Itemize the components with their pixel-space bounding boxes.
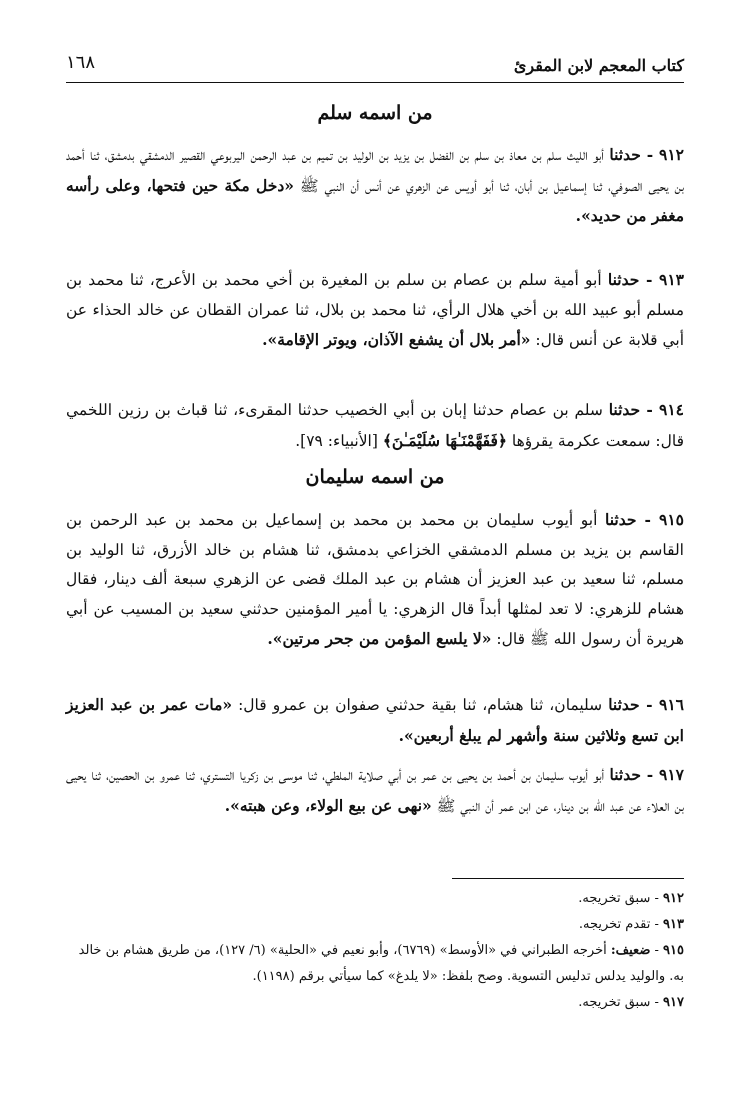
footnote: ٩١٥ - ضعيف: أخرجه الطبراني في «الأوسط» (٦٧٦٩)، وأبو نعيم في «الحلية» (٦/ ١٢٧)، من طريق هشام بن خالد به. والوليد يدلس تدليس التسوية. وصح بلفظ: «لا يلدغ» كما سيأتي برقم (١١٩٨). [78, 943, 684, 984]
hadith-entry: ٩١٧ - حدثنا أبو أيوب سليمان بن أحمد بن يحيى بن عمر بن أبي صلاية الملطي، ثنا موسى بن زكريا التستري، ثنا عمرو بن الحصين، ثنا يحيى بن العلاء عن عبد الله بن دينار، عن ابن عمر أن النبي ﷺ «نهى عن بيع الولاء، وعن هبته». [66, 765, 684, 815]
section-heading: من اسمه سليمان [305, 466, 445, 488]
hadith-entry: ٩١٤ - حدثنا سلم بن عصام حدثنا إبان بن أبي الخصيب حدثنا المقرىء، ثنا قباث بن رزين اللخمي قال: سمعت عكرمة يقرؤها ﴿فَفَهَّمْنَـٰهَا سُلَيْمَـٰنَ﴾ [الأنبياء: ٧٩]. [66, 400, 684, 450]
footnote-divider [452, 878, 684, 879]
entry-text: سليمان، ثنا هشام، ثنا بقية حدثني صفوان بن عمرو قال: [238, 696, 603, 714]
running-title: كتاب المعجم لابن المقرئ [513, 56, 684, 75]
footnote: ٩١٧ - سبق تخريجه. [578, 995, 684, 1010]
entry-tag: حدثنا [607, 270, 640, 289]
footnote-number: ٩١٧ [663, 995, 684, 1010]
entry-number: ٩١٤ [659, 400, 684, 419]
hadith-entry: ٩١٥ - حدثنا أبو أيوب سليمان بن محمد بن محمد بن إسماعيل بن محمد بن عبد الرحمن بن القاسم بن يزيد بن مسلم الدمشقي الخزاعي بدمشق، ثنا هشام بن خالد الأزرق، ثنا الوليد بن مسلم، ثنا سعيد بن عبد العزيز أن هشام بن عبد الملك قضى عن الزهري سبعة ألف دينار، فقال هشام للزهري: لا تعد لمثلها أبداً قال الزهري: يا أمير المؤمنين حدثني سعيد بن المسيب عن أبي هريرة أن رسول الله ﷺ قال: «لا يلسع المؤمن من جحر مرتين». [66, 510, 684, 648]
section-heading: من اسمه سلم [317, 102, 433, 124]
entry-tag: حدثنا [608, 695, 640, 714]
entry-citation: [الأنبياء: ٧٩]. [295, 431, 378, 450]
footnote-text: سبق تخريجه. [578, 995, 651, 1010]
hadith-entry: ٩١٢ - حدثنا أبو الليث سلم بن معاذ بن سلم بن الفضل بن يزيد بن الوليد بن تميم بن عبد الرحمن اليربوعي القصير الدمشقي بدمشق، ثنا أحمد بن يحيى الصوفي، ثنا إسماعيل بن أبان، ثنا أبو أويس عن الزهري عن أنس أن النبي ﷺ «دخل مكة حين فتحها، وعلى رأسه مغفر من حديد». [66, 145, 685, 225]
entry-quote: «لا يلسع المؤمن من جحر مرتين». [267, 629, 492, 648]
entry-quote: «نهى عن بيع الولاء، وعن هبته». [224, 795, 432, 815]
entry-tag: حدثنا [608, 400, 641, 419]
entry-text: أبو الليث سلم بن معاذ بن سلم بن الفضل بن يزيد بن الوليد بن تميم بن عبد الرحمن اليربوعي القصير الدمشقي بدمشق، ثنا أحمد بن يحيى الصوفي، ثنا إسماعيل بن أبان، ثنا أبو أويس عن الزهري عن أنس أن النبي ﷺ [66, 146, 684, 195]
entry-text: سلم بن عصام حدثنا إبان بن أبي الخصيب حدثنا المقرىء، ثنا قباث بن رزين اللخمي قال: سمعت عكرمة يقرؤها [66, 401, 684, 450]
footnote-text: سبق تخريجه. [578, 891, 651, 906]
footnote-number: ٩١٢ [663, 891, 684, 906]
entry-text: أبو أمية سلم بن عصام بن سلم بن المغيرة بن أخي محمد بن الأعرج، ثنا محمد بن مسلم أبو عبيد الله بن أخي هلال الرأي، ثنا محمد بن بلال، ثنا عمران القطان عن خالد الحذاء عن أبي قلابة عن أنس قال: [66, 271, 684, 349]
page-header [66, 48, 684, 83]
entry-quote: ﴿فَفَهَّمْنَـٰهَا سُلَيْمَـٰنَ﴾ [382, 430, 507, 450]
hadith-entry: ٩١٣ - حدثنا أبو أمية سلم بن عصام بن سلم بن المغيرة بن أخي محمد بن الأعرج، ثنا محمد بن مسلم أبو عبيد الله بن أخي هلال الرأي، ثنا محمد بن بلال، ثنا عمران القطان عن خالد الحذاء عن أبي قلابة عن أنس قال: «أمر بلال أن يشفع الآذان، ويوتر الإقامة». [66, 270, 685, 349]
footnote: ٩١٣ - تقدم تخريجه. [578, 917, 684, 932]
footnote-text: تقدم تخريجه. [578, 917, 651, 932]
entry-quote: «دخل مكة حين فتحها، وعلى رأسه مغفر من حديد». [66, 175, 684, 225]
entry-quote: «أمر بلال أن يشفع الآذان، ويوتر الإقامة». [262, 330, 531, 349]
entry-number: ٩١٦ [659, 695, 684, 714]
entry-number: ٩١٣ [659, 270, 685, 289]
footnote-number: ٩١٥ [663, 943, 684, 958]
entry-tag: حدثنا [609, 765, 641, 784]
entry-number: ٩١٢ [659, 145, 685, 164]
footnote: ٩١٢ - سبق تخريجه. [578, 891, 684, 906]
entry-quote: «مات عمر بن عبد العزيز ابن تسع وثلاثين سنة وأشهر لم يبلغ أربعين». [66, 695, 684, 745]
entry-text: أبو أيوب سليمان بن أحمد بن يحيى بن عمر بن أبي صلاية الملطي، ثنا موسى بن زكريا التستري، ثنا عمرو بن الحصين، ثنا يحيى بن العلاء عن عبد الله بن دينار، عن ابن عمر أن النبي ﷺ [66, 766, 684, 815]
footnote-number: ٩١٣ [663, 917, 684, 932]
entry-number: ٩١٧ [659, 765, 684, 784]
hadith-entry: ٩١٦ - حدثنا سليمان، ثنا هشام، ثنا بقية حدثني صفوان بن عمرو قال: «مات عمر بن عبد العزيز ابن تسع وثلاثين سنة وأشهر لم يبلغ أربعين». [66, 695, 684, 745]
footnote-text: أخرجه الطبراني في «الأوسط» (٦٧٦٩)، وأبو نعيم في «الحلية» (٦/ ١٢٧)، من طريق هشام بن خالد به. والوليد يدلس تدليس التسوية. وصح بلفظ: «لا يلدغ» كما سيأتي برقم (١١٩٨). [78, 943, 684, 984]
entry-number: ٩١٥ [659, 510, 684, 529]
entry-tag: حدثنا [605, 510, 637, 529]
entry-tag: حدثنا [609, 145, 641, 164]
page-number: ١٦٨ [66, 52, 96, 73]
entry-text: أبو أيوب سليمان بن محمد بن محمد بن إسماعيل بن محمد بن عبد الرحمن بن القاسم بن يزيد بن مسلم الدمشقي الخزاعي بدمشق، ثنا هشام بن خالد الأزرق، ثنا الوليد بن مسلم، ثنا سعيد بن عبد العزيز أن هشام بن عبد الملك قضى عن الزهري سبعة ألف دينار، فقال هشام للزهري: لا تعد لمثلها أبداً قال الزهري: يا أمير المؤمنين حدثني سعيد بن المسيب عن أبي هريرة أن رسول الله ﷺ قال: [66, 511, 684, 648]
footnote-grade: ضعيف: [610, 943, 651, 958]
